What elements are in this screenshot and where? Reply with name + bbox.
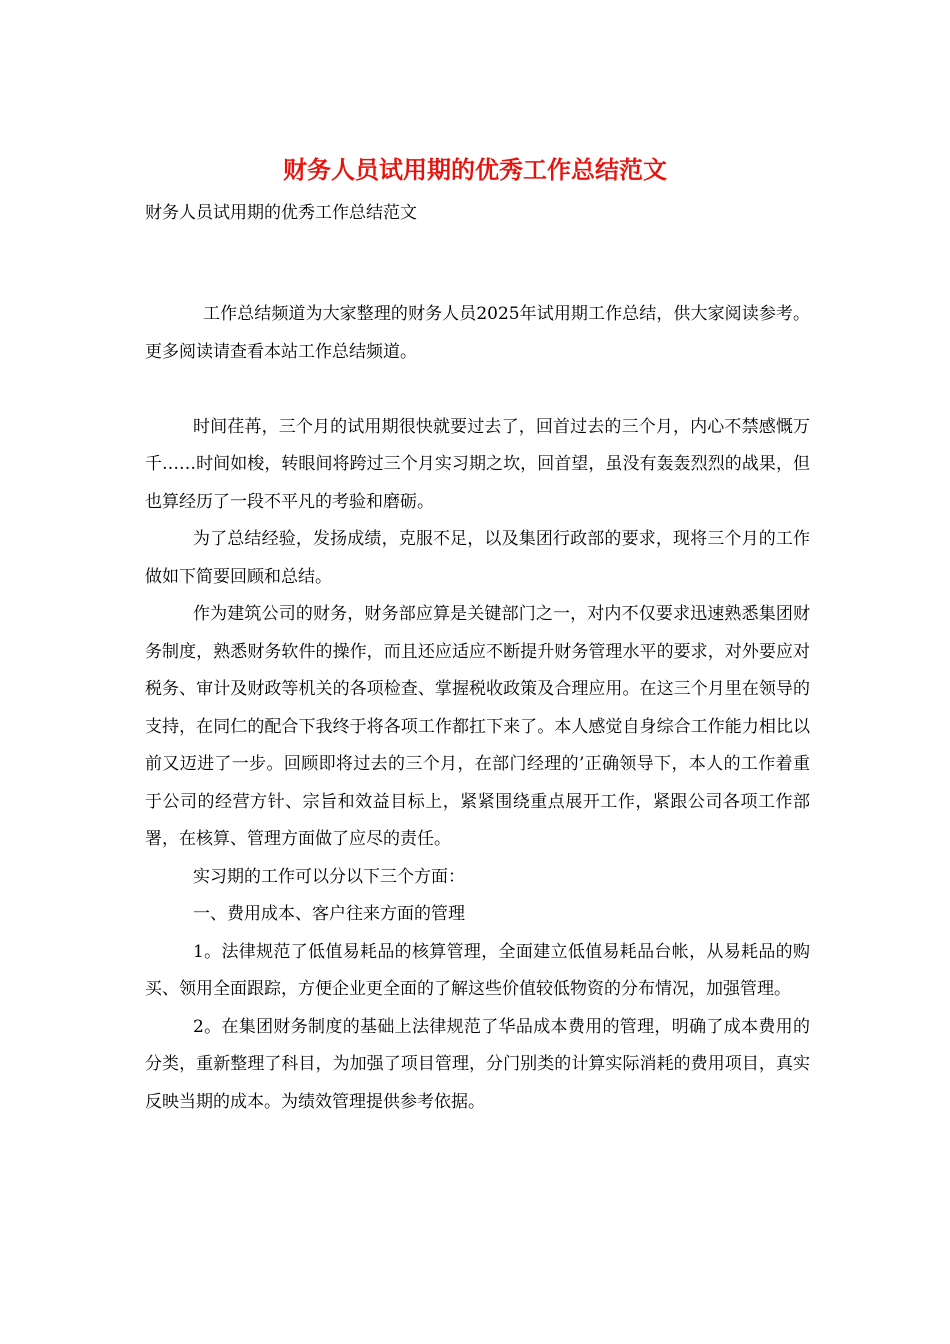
list-item: 2。在集团财务制度的基础上法律规范了华品成本费用的管理，明确了成本费用的分类，重新整理了科目，为加强了项目管理，分门别类的计算实际消耗的费用项目，真实反映当期的成本。为绩效管理提供参考依据。 [145, 1016, 810, 1112]
body-paragraph: 实习期的工作可以分以下三个方面： [193, 866, 465, 887]
document-subtitle: 财务人员试用期的优秀工作总结范文 [145, 203, 417, 223]
body-paragraph: 时间荏苒，三个月的试用期很快就要过去了，回首过去的三个月，内心不禁感慨万千……时间如梭，转眼间将跨过三个月实习期之坎，回首望，虽没有轰轰烈烈的战果，但也算经历了一段不平凡的考验和磨砺。 [145, 416, 810, 512]
body-paragraph: 作为建筑公司的财务，财务部应算是关键部门之一，对内不仅要求迅速熟悉集团财务制度，熟悉财务软件的操作，而且还应适应不断提升财务管理水平的要求，对外要应对税务、审计及财政等机关的各项检查、掌握税收政策及合理应用。在这三个月里在领导的支持，在同仁的配合下我终于将各项工作都扛下来了。本人感觉自身综合工作能力相比以前又迈进了一步。回顾即将过去的三个月，在部门经理的’正确领导下，本人的工作着重于公司的经营方针、宗旨和效益目标上，紧紧围绕重点展开工作，紧跟公司各项工作部署，在核算、管理方面做了应尽的责任。 [145, 604, 810, 849]
body-paragraph: 为了总结经验，发扬成绩，克服不足，以及集团行政部的要求，现将三个月的工作做如下简要回顾和总结。 [145, 529, 810, 587]
section-heading: 一、费用成本、客户往来方面的管理 [193, 904, 465, 924]
document-body [145, 296, 810, 1121]
intro-paragraph: 工作总结频道为大家整理的财务人员2025年试用期工作总结，供大家阅读参考。更多阅读请查看本站工作总结频道。 [145, 304, 810, 362]
document-title: 财务人员试用期的优秀工作总结范文 [283, 155, 667, 184]
list-item: 1。法律规范了低值易耗品的核算管理，全面建立低值易耗品台帐，从易耗品的购买、领用全面跟踪，方便企业更全面的了解这些价值较低物资的分布情况，加强管理。 [145, 941, 810, 999]
